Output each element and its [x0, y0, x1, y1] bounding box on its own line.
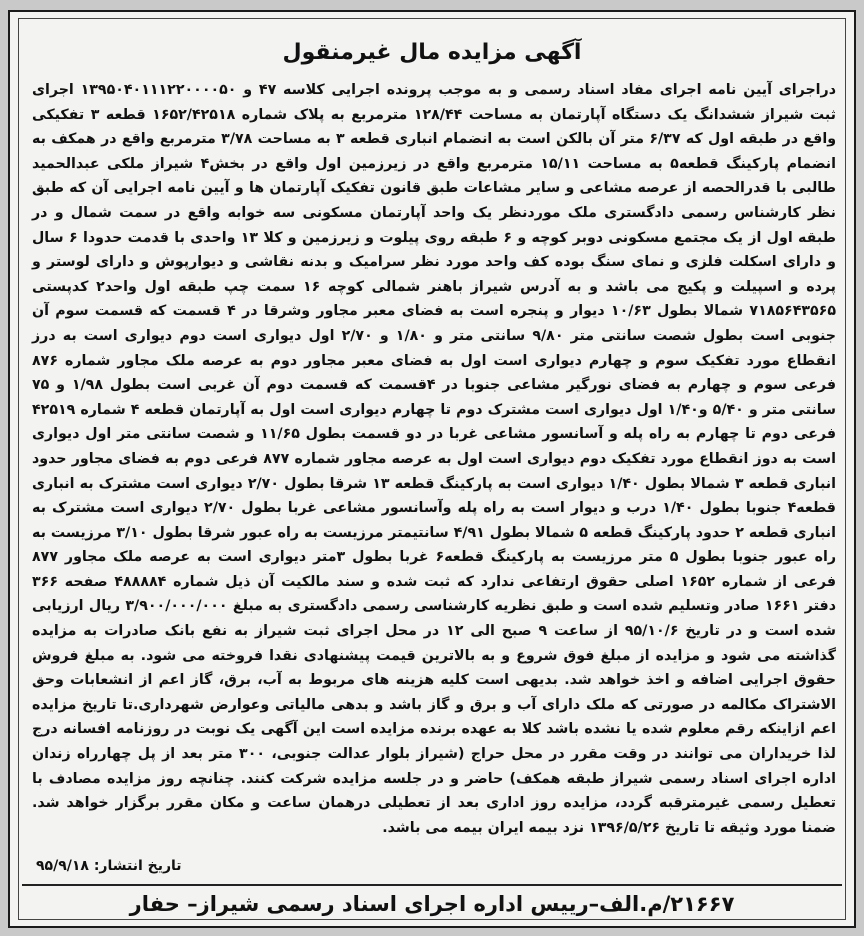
notice-body: دراجرای آیین نامه اجرای مفاد اسناد رسمی و به موجب پرونده اجرایی کلاسه ۴۷ و ۱۳۹۵۰۴۰۱۱۱۲۲۰۰۰۰۵۰ اجرای ثبت شیراز ششدانگ یک دستگاه آپارتمان به مساحت ۱۲۸/۴۴ مترمربع به پلاک شماره ۱۶۵۲/۴۲۵۱۸ قطعه ۳ تفکیکی واقع در طبقه اول که ۶/۳۷ متر آن بالکن است به انضمام انباری قطعه ۳ به مساحت ۳/۷۸ مترمربع واقع در همکف به انضمام پارکینگ قطعه۵ به مساحت ۱۵/۱۱ مترمربع واقع در زیرزمین اول واقع در بخش۴ شیراز ملکی عبدالحمید طالبی با قدرالحصه از عرصه مشاعی و سایر مشاعات طبق قانون تفکیک آپارتمان ها و آیین نامه اجرایی آن که طبق نظر کارشناس رسمی دادگستری ملک موردنظر یک واحد آپارتمان مسکونی سه خوابه واقع در سمت شمال و در طبقه اول از یک مجتمع مسکونی دوبر کوچه و ۶ طبقه روی پیلوت و زیرزمین و کلا ۱۳ واحدی با قدمت حدودا ۶ سال و دارای اسکلت فلزی و نمای سنگ بوده کف واحد مورد نظر سرامیک و بدنه نقاشی و دیوارپوش و دارای لوستر و پرده و اسپیلت و پکیج می باشد و به آدرس شیراز باهنر شمالی کوچه ۱۶ سمت چپ طبقه اول واحد۲ کدپستی ۷۱۸۵۶۴۳۵۶۵ شمالا بطول ۱۰/۶۳ دیوار و پنجره است به فضای معبر مجاور وشرقا در ۴ قسمت که قسمت سوم آن جنوبی است بطول شصت سانتی متر ۹/۸۰ سانتی متر و ۱/۸۰ و ۲/۷۰ اول دیواری است دوم دیواری است به درز انقطاع مورد تفکیک سوم و چهارم دیواری است اول به فضای معبر مجاور دوم به عرصه ملک مجاور شماره ۸۷۶ فرعی سوم و چهارم به فضای نورگیر مشاعی جنوبا در ۴قسمت که قسمت دوم آن غربی است بطول ۱/۹۸ و ۷۵ سانتی متر و ۵/۴۰ و۱/۴۰ اول دیواری است مشترک دوم تا چهارم دیواری است اول به آپارتمان قطعه ۴ شماره ۴۲۵۱۹ فرعی دوم تا چهارم به راه پله و آسانسور مشاعی غربا در دو قسمت بطول ۱۱/۶۵ و شصت سانتی متر اول دیواری است به دوز انقطاع مورد تفکیک دوم دیواری است اول به عرصه مجاور شماره ۸۷۷ فرعی دوم به فضای مجاور حدود انباری قطعه ۳ شمالا بطول ۱/۴۰ دیواری است به پارکینگ قطعه ۱۳ شرقا بطول ۲/۷۰ دیواری است مشترک به انباری قطعه۴ جنوبا بطول ۱/۴۰ درب و دیوار است به راه پله وآسانسور مشاعی غربا بطول ۲/۷۰ دیواری است مشترک به انباری قطعه ۲ حدود پارکینگ قطعه ۵ شمالا بطول ۴/۹۱ سانتیمتر مرزیست به راه عبور شرقا بطول ۳/۱۰ مرزیست به راه عبور جنوبا بطول ۵ متر مرزیست به پارکینگ قطعه۶ غربا بطول ۳متر دیواری است به عرصه ملک مجاور ۸۷۷ فرعی از شماره ۱۶۵۲ اصلی حقوق ارتفاعی ندارد که ثبت شده و سند مالکیت آن ذیل شماره ۴۸۸۸۸۴ صفحه ۳۶۶ دفتر ۱۶۶۱ صادر وتسلیم شده است و طبق نظریه کارشناسی رسمی دادگستری به مبلغ ۳/۹۰۰/۰۰۰/۰۰۰ ریال ارزیابی شده است و در تاریخ ۹۵/۱۰/۶ از ساعت ۹ صبح الی ۱۲ در محل اجرای ثبت شیراز به نفع بانک صادرات به مزایده گذاشته می شود و مزایده از مبلغ فوق شروع و به بالاترین قیمت پیشنهادی نقدا فروخته می شود. به مبلغ فروش حقوق اجرایی اضافه و اخذ خواهد شد. بدیهی است کلیه هزینه های مربوط به آب، برق، گاز اعم از انشعابات وحق الاشتراک مکالمه در صورتی که ملک دارای آب و برق و گاز باشد و بدهی مالیاتی وعوارض شهرداری.تا تاریخ مزایده اعم ازاینکه رقم معلوم شده یا نشده باشد کلا به عهده برنده مزایده است این آگهی یک نوبت در روزنامه افسانه درج لذا خریداران می توانند در وقت مقرر در محل حراج (شیراز بلوار عدالت جنوبی، ۳۰۰ متر بعد از پل چهارراه زندان اداره اجرای اسناد رسمی شیراز طبقه همکف) حاضر و در جلسه مزایده شرکت کنند. چنانچه روز مزایده مصادف با تعطیل رسمی غیرمترقبه گردد، مزایده روز اداری بعد از تعطیلی درهمان ساعت و مکان مقرر برگزار خواهد شد. ضمنا مورد وثیقه تا تاریخ ۱۳۹۶/۵/۲۶ نزد بیمه ایران بیمه می باشد.: [32, 82, 837, 836]
publish-date: تاریخ انتشار: ۹۵/۹/۱۸: [36, 858, 182, 874]
notice-title: آگهی مزایده مال غیرمنقول: [282, 40, 582, 65]
footer-separator: [22, 884, 842, 886]
notice-page: [8, 10, 856, 928]
notice-footer: ۲۱۶۶۷/م.الف–رییس اداره اجرای اسناد رسمی شیراز– حفار: [129, 892, 735, 916]
